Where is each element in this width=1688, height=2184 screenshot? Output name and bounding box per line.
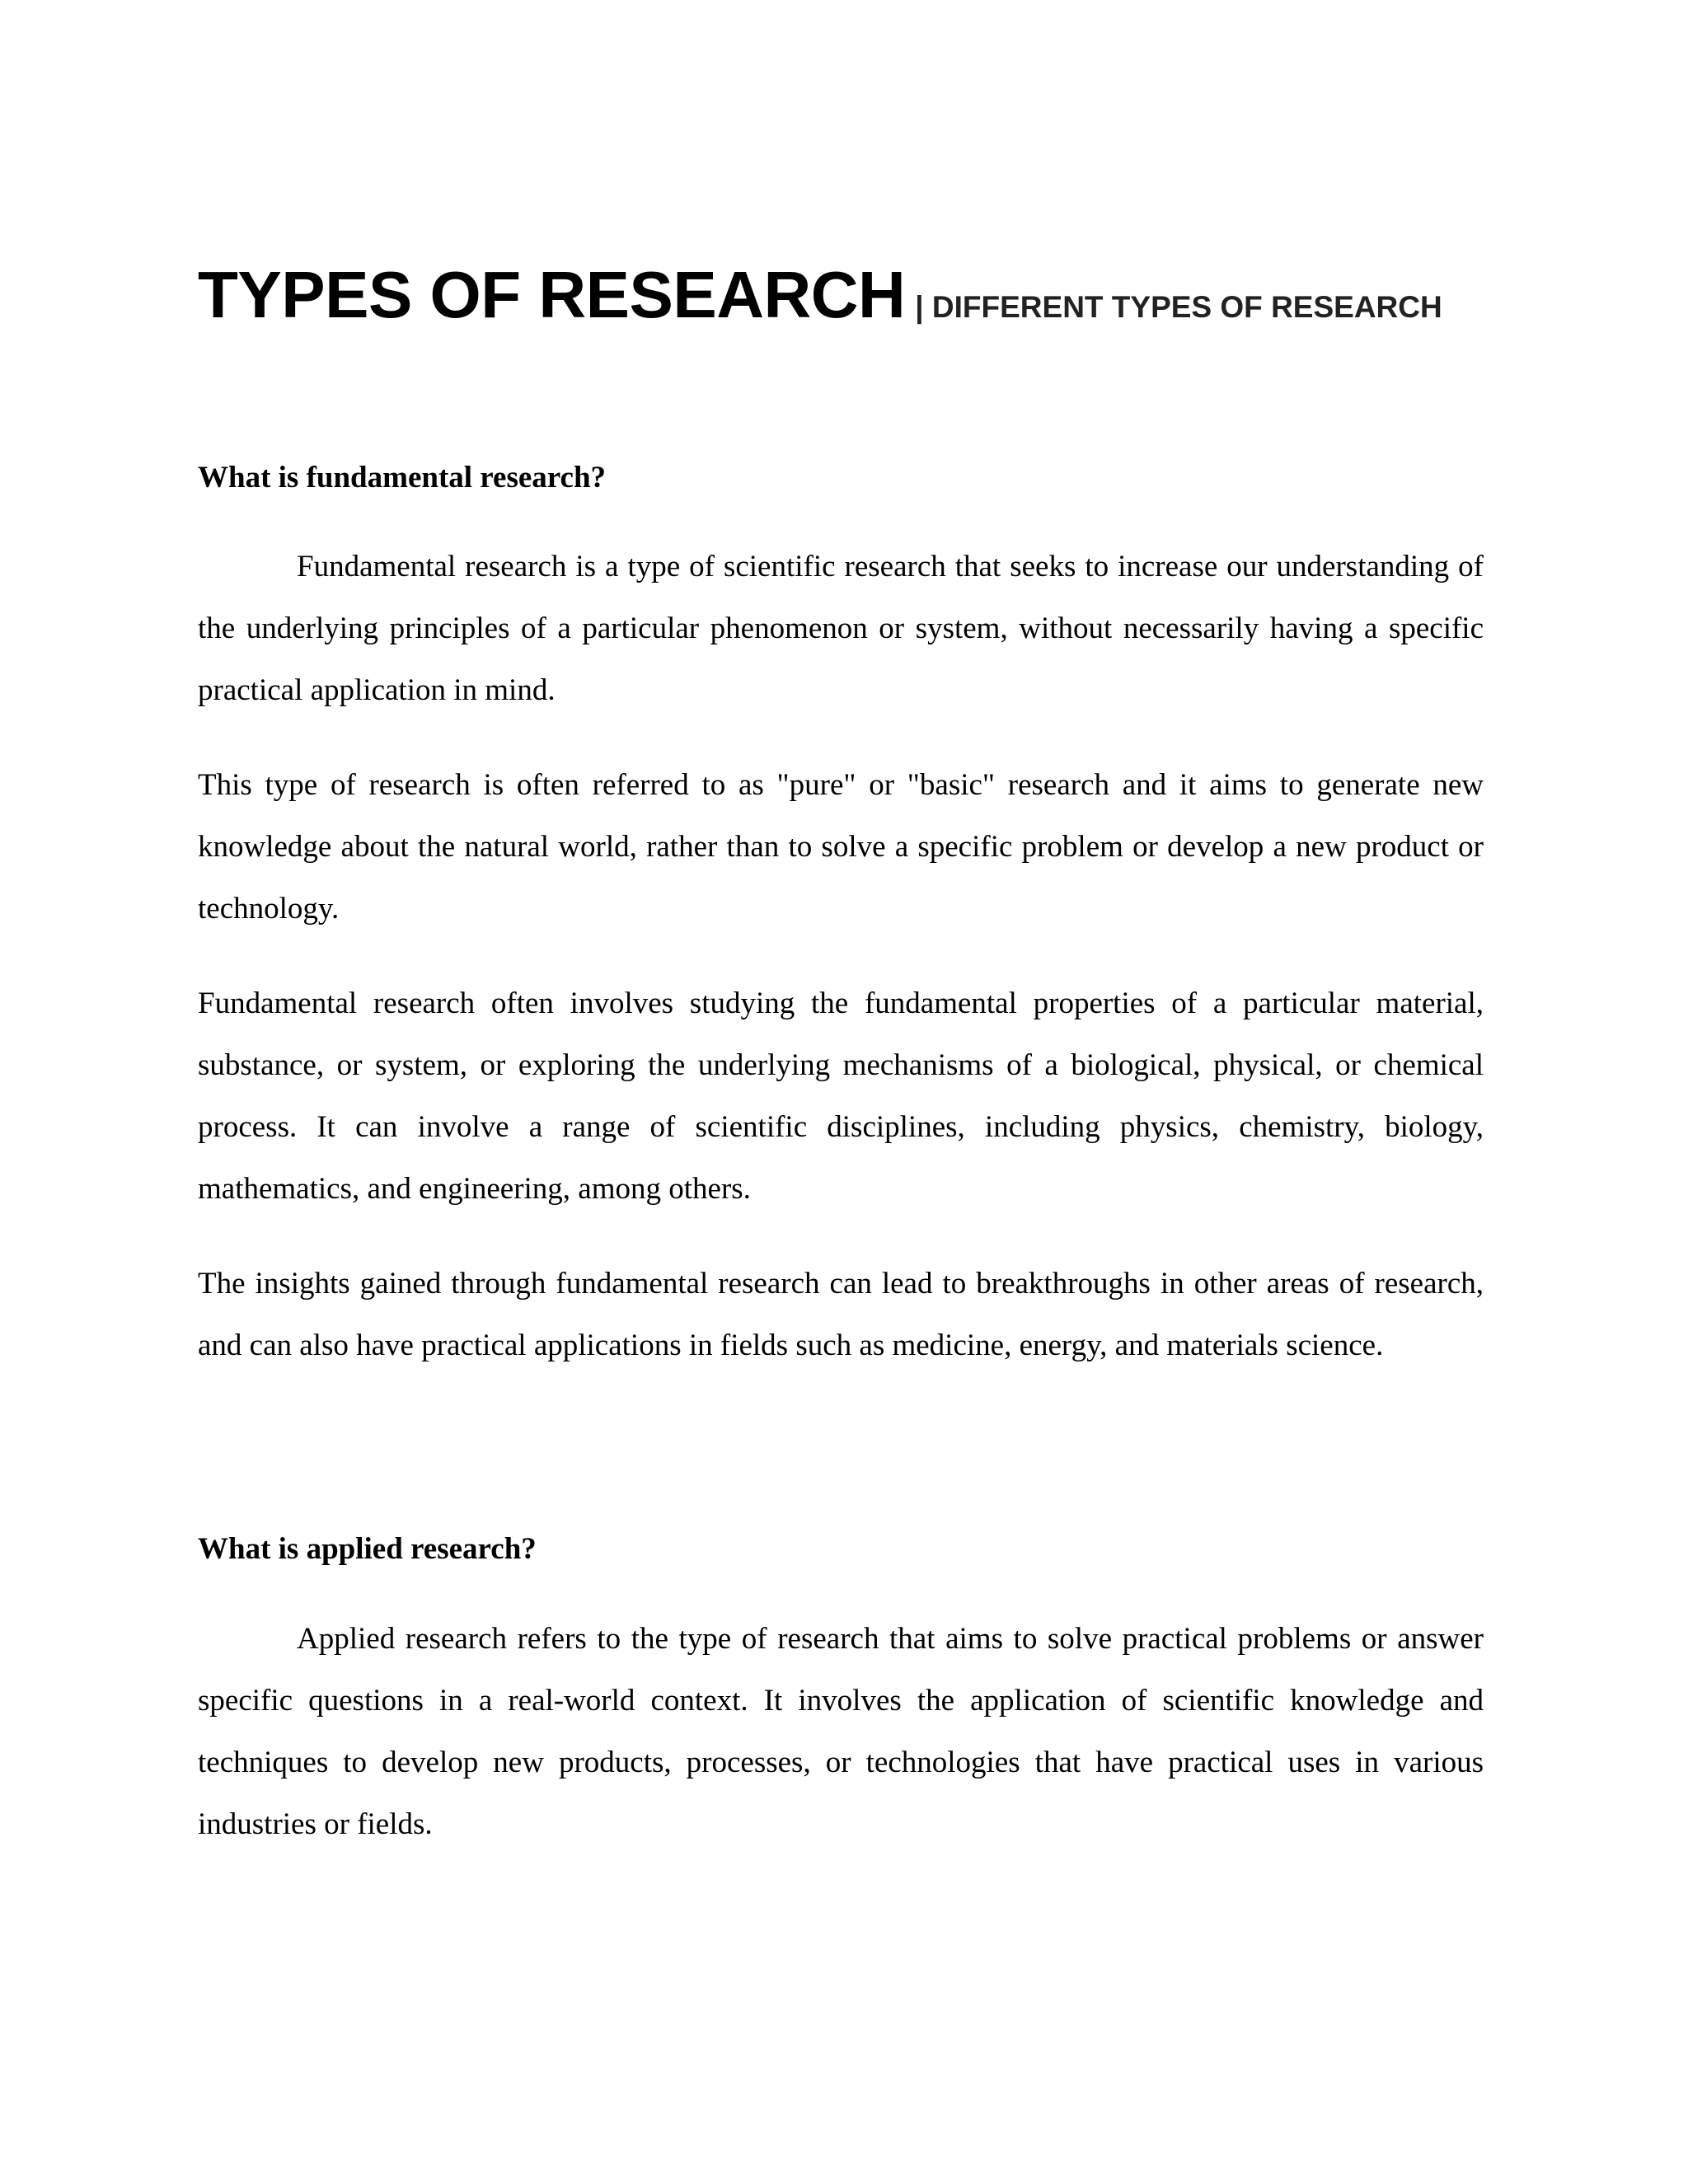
title-main: TYPES OF RESEARCH: [198, 258, 906, 331]
page-title: [198, 258, 1484, 331]
paragraph: This type of research is often referred to as "pure" or "basic" research and it aims to generate new knowledge about the natural world, rather than to solve a specific problem or develop a new product or technology.: [198, 768, 1484, 926]
paragraph: Applied research refers to the type of research that aims to solve practical problems or answer specific questions in a real-world context. It involves the application of scientific knowledge and techniques to develop new products, processes, or technologies that have practical uses in various industries or fields.: [198, 1621, 1484, 1841]
document-page: [198, 258, 1484, 1855]
paragraph: Fundamental research is a type of scientific research that seeks to increase our understanding of the underlying principles of a particular phenomenon or system, without necessarily having a specific practical application in mind.: [198, 550, 1484, 708]
paragraph: The insights gained through fundamental research can lead to breakthroughs in other areas of research, and can also have practical applications in fields such as medicine, energy, and materials science.: [198, 1267, 1484, 1363]
section-heading-applied: What is applied research?: [198, 1532, 537, 1567]
section-heading-fundamental: What is fundamental research?: [198, 461, 607, 494]
title-subtitle: | DIFFERENT TYPES OF RESEARCH: [915, 290, 1442, 324]
paragraph: Fundamental research often involves studying the fundamental properties of a particular material, substance, or system, or exploring the underlying mechanisms of a biological, physical, or chemical process. It can involve a range of scientific disciplines, including physics, chemistry, biology, mathematics, and engineering, among others.: [198, 987, 1484, 1207]
